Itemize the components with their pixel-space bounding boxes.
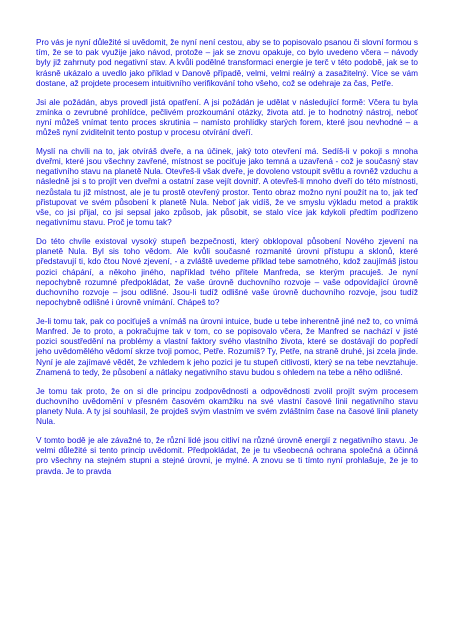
paragraph-2: Jsi ale požádán, abys provedl jistá opatření. A jsi požádán je udělat v následující formě: Včera tu byla zmínka o zevrubné prohlídce, pečlivém prozkoumání otázky, života atd. je to hodnotný nástroj, neboť nyní můžeš vnímat tento proces skrutinia – namísto prohlídky starých forem, které jsou nevhodné – a můžeš nyní zviditelnit tento postup v procesu otvírání dveří.	[36, 97, 418, 138]
paragraph-3: Myslí na chvíli na to, jak otvíráš dveře, a na účinek, jaký toto otevření má. Sedíš-li v pokoji s mnoha dveřmi, které jsou všechny zavřené, místnost se pociťuje jako temná a uzavřená - což je současný stav negativního stavu na planetě Nula. Otevřeš-li však dveře, je dovoleno vstoupit světlu a rovněž vzduchu a následně jsi s to projít ven dveřmi a ostatní zase vejít dovnitř. A otevřeš-li mnoho dveří do této místnosti, nezůstala tu již místnost, ale je tu prostě otevřený prostor. Tento obraz možno nyní použít na to, jak teď přistupovat ve svém působení k planetě Nula. Neboť jak vidíš, že ve smyslu výkladu metod a praktik vše, co jsi přijal, co jsi sepsal jako způsob, jak působit, se stalo více jak kdykoli předtím podřízeno negativnímu stavu. Proč je tomu tak?	[36, 146, 419, 228]
paragraph-5: Je-li tomu tak, pak co pociťuješ a vnímáš na úrovni intuice, bude u tebe inherentně jiné než to, co vnímá Manfred. Je to proto, a pokračujme tak v tom, co se popisovalo včera, že Manfred se nachází v jisté pozici soustředění na problémy a vlastní faktory svého vlastního života, které se dostávají do popředí jeho uvědomělého vědomí skrze tvoji pomoc, Petře. Rozumíš? Ty, Petře, na straně druhé, jsi zcela jinde. Nyní je ale zajímavé vědět, že vzhledem k jeho pozici je tu stupeň citlivosti, který se na tebe nevztahuje. Znamená to tedy, že působení a nátlaky negativního stavu budou s ohledem na tebe a něho odlišné.	[36, 316, 418, 377]
paragraph-1: Pro vás je nyní důležité si uvědomit, že nyní není cestou, aby se to popisovalo psanou či slovní formou s tím, že se to pak využije jako návod, protože – jak se znovu opakuje, co bylo uvedeno včera – návody byly již zahrnuty pod negativní stav. A kvůli podělné transformaci energie je terč v této podobě, jak se to krásně ukázalo a uvedlo jako příklad v Danově případě, velmi, velmi reálný a zasažitelný. Více se vám dostane, až projdete procesem intuitivního verifikování toho všeho, což se odehraje za čas, Petře.	[36, 38, 418, 88]
paragraph-6: Je tomu tak proto, že on si dle principu zodpovědnosti a odpovědnosti zvolil projít svým procesem duchovního uvědomění v přesném časovém okamžiku na své vlastní časové linii negativního stavu planety Nula. A ty jsi souhlasil, že projdeš svým vlastním ve svém zvláštním čase na časové linii planety Nula.	[36, 386, 418, 427]
paragraph-4: Do této chvíle existoval vysoký stupeň bezpečnosti, který obklopoval působení Nového zjevení na planetě Nula. Byl sis toho vědom. Ale kvůli současné rozmanité úrovni přístupu a sklonů, které představují ti, kdo čtou Nové zjevení, - a zvláště uvedeme příklad tebe samotného, kdož zaujímáš jistou pozici chápání, a někoho jiného, například tvého přítele Manfreda, se kterým pracuješ. Je nyní nepochybně rozumné předpokládat, že vaše úrovně duchovního rozvoje – vaše odpovídající úrovně duchovního rozvoje – jsou odlišné. Jsou-li tudíž odlišné vaše úrovně duchovního rozvoje, jsou tudíž nepochybně odlišné i úrovně vnímání. Chápeš to?	[36, 236, 418, 308]
paragraph-7: V tomto bodě je ale závažné to, že různí lidé jsou citliví na různé úrovně energií z negativního stavu. Je velmi důležité si tento princip uvědomit. Předpokládat, že je tu všeobecná ochrana společná a účinná pro všechny na stejném stupni a stejné úrovni, je mylné. A znovu se ti tímto nyní prohlašuje, že je to pravda. Je to pravda	[36, 435, 418, 476]
